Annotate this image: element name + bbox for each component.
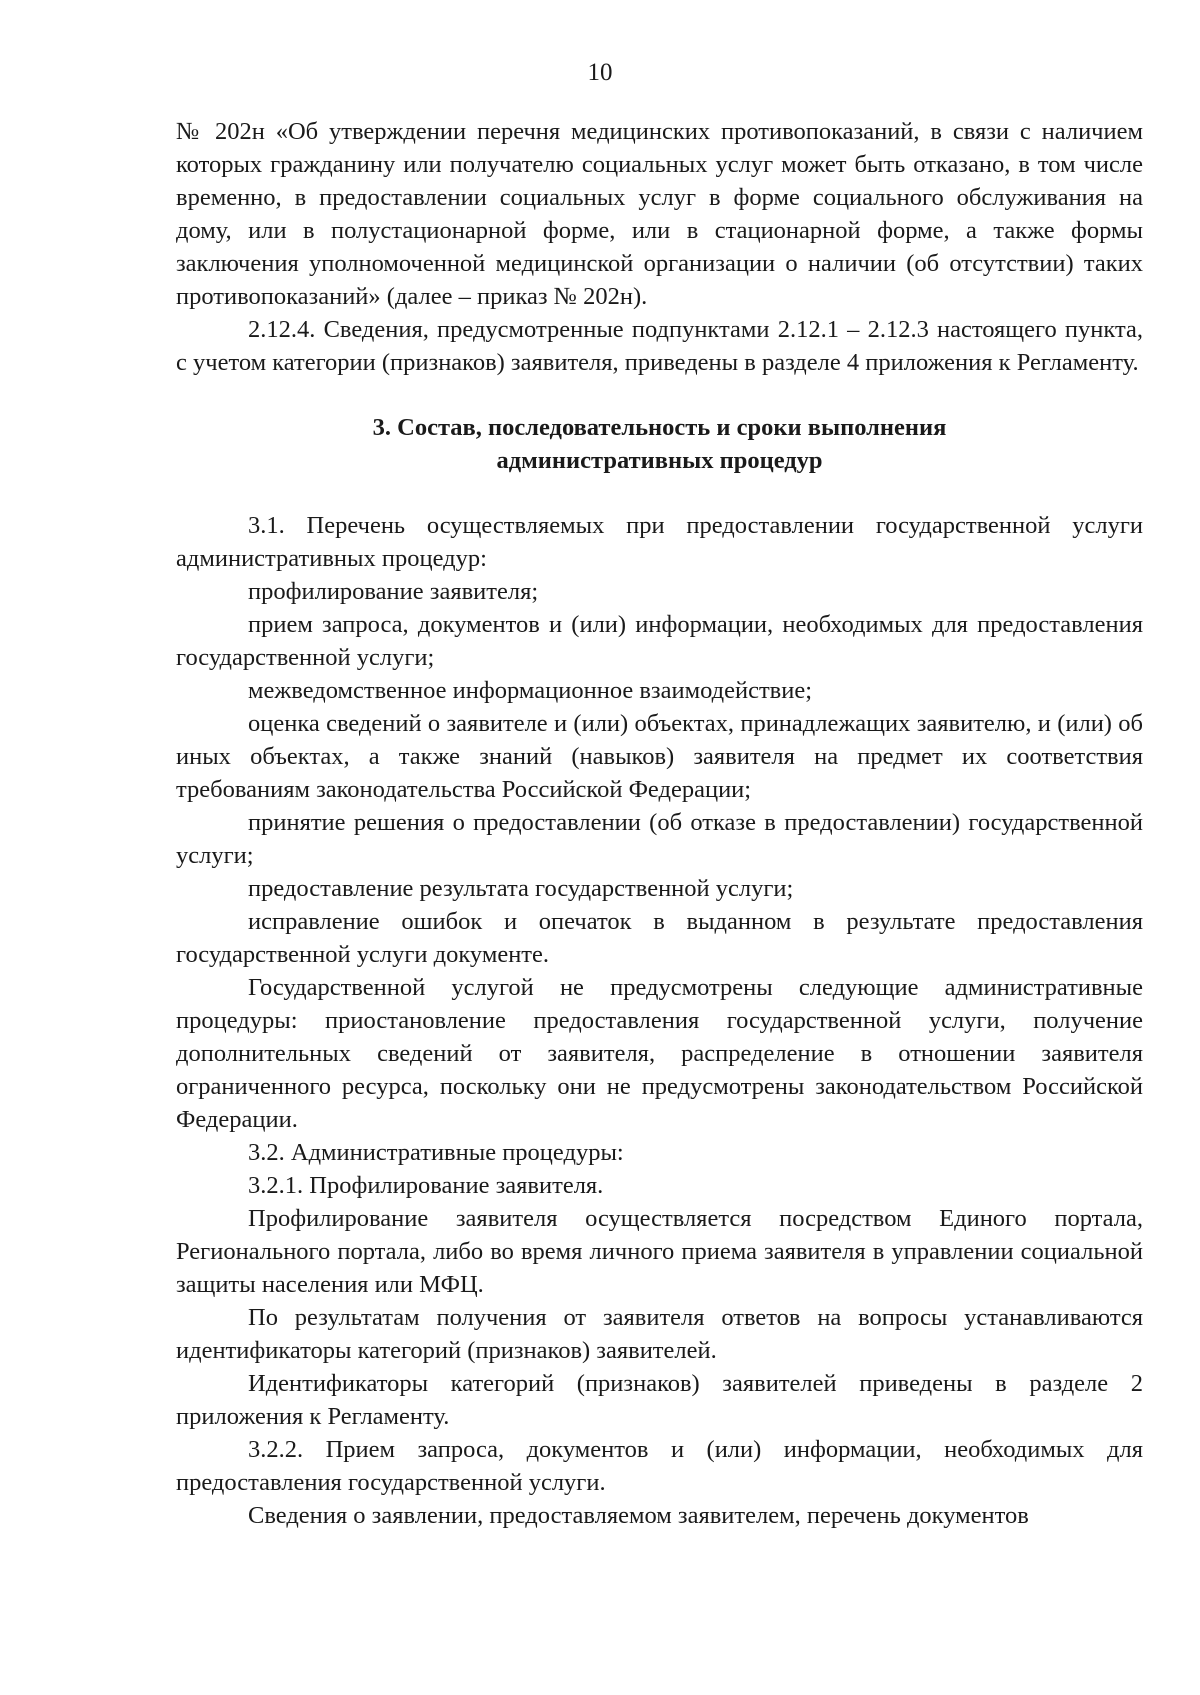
paragraph-2-12-4: 2.12.4. Сведения, предусмотренные подпунктами 2.12.1 – 2.12.3 настоящего пункта, с учетом категории (признаков) заявителя, приведены в разделе 4 приложения к Регламенту. [176, 316, 1143, 376]
paragraph-3-2-1: 3.2.1. Профилирование заявителя. [248, 1172, 604, 1199]
procedure-list-item: принятие решения о предоставлении (об отказе в предоставлении) государственной услуги; [176, 809, 1143, 869]
document-body [176, 115, 1143, 1532]
procedure-list-item: профилирование заявителя; [248, 578, 539, 605]
paragraph-not-provided: Государственной услугой не предусмотрены следующие административные процедуры: приостановление предоставления государственной услуги, получение дополнительных сведений от заявителя, распределение в отношении заявителя ограниченного ресурса, поскольку они не предусмотрены законодательством Российской Федерации. [176, 974, 1143, 1133]
paragraph-3-2: 3.2. Административные процедуры: [248, 1139, 624, 1166]
paragraph-3-2-2: 3.2.2. Прием запроса, документов и (или) информации, необходимых для предоставления государственной услуги. [176, 1436, 1143, 1496]
procedure-list-item: прием запроса, документов и (или) информации, необходимых для предоставления государственной услуги; [176, 611, 1143, 671]
procedure-list-item: межведомственное информационное взаимодействие; [248, 677, 813, 704]
page-number: 10 [587, 59, 613, 86]
paragraph-intro: № 202н «Об утверждении перечня медицинских противопоказаний, в связи с наличием которых гражданину или получателю социальных услуг может быть отказано, в том числе временно, в предоставлении социальных услуг в форме социального обслуживания на дому, или в полустационарной форме, или в стационарной форме, а также формы заключения уполномоченной медицинской организации о наличии (об отсутствии) таких противопоказаний» (далее – приказ № 202н). [176, 118, 1143, 310]
paragraph-last: Сведения о заявлении, предоставляемом заявителем, перечень документов [248, 1502, 1029, 1529]
procedure-list-item: оценка сведений о заявителе и (или) объектах, принадлежащих заявителю, и (или) об иных объектах, а также знаний (навыков) заявителя на предмет их соответствия требованиям законодательства Российской Федерации; [176, 710, 1143, 803]
procedure-list-item: исправление ошибок и опечаток в выданном в результате предоставления государственной услуги документе. [176, 908, 1143, 968]
procedure-list-item: предоставление результата государственной услуги; [248, 875, 794, 902]
section-heading [176, 411, 1143, 477]
section-heading-line-2: административных процедур [496, 447, 823, 474]
paragraph-profiling: Профилирование заявителя осуществляется посредством Единого портала, Регионального портала, либо во время личного приема заявителя в управлении социальной защиты населения или МФЦ. [176, 1205, 1143, 1298]
paragraph-3-1: 3.1. Перечень осуществляемых при предоставлении государственной услуги административных процедур: [176, 512, 1143, 572]
paragraph-identifiers-listed: Идентификаторы категорий (признаков) заявителей приведены в разделе 2 приложения к Регламенту. [176, 1370, 1143, 1430]
section-heading-line-1: 3. Состав, последовательность и сроки выполнения [372, 414, 947, 441]
paragraph-identifiers-set: По результатам получения от заявителя ответов на вопросы устанавливаются идентификаторы категорий (признаков) заявителей. [176, 1304, 1143, 1364]
